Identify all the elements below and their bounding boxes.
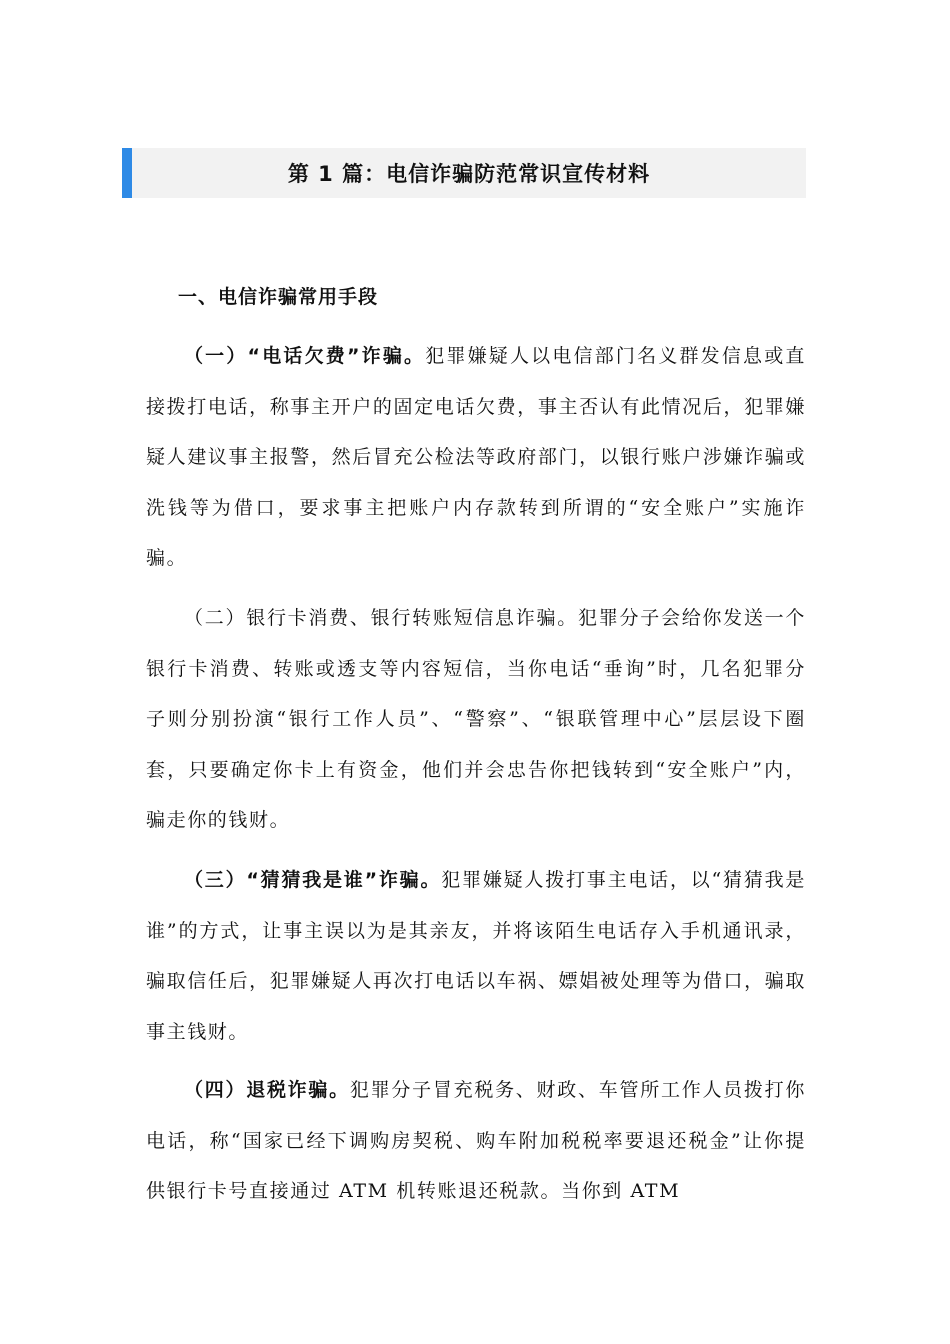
section-heading: 一、电信诈骗常用手段 xyxy=(178,286,379,308)
paragraph-lead: （一）“电话欠费”诈骗。 xyxy=(184,345,426,367)
paragraph-text: 犯罪嫌疑人以电信部门名义群发信息或直接拨打电话，称事主开户的固定电话欠费，事主否认有此情况后，犯罪嫌疑人建议事主报警，然后冒充公检法等政府部门，以银行账户涉嫌诈骗或洗钱等为借口，要求事主把账户内存款转到所谓的“安全账户”实施诈骗。 xyxy=(146,345,806,569)
paragraph-text: 犯罪嫌疑人拨打事主电话，以“猜猜我是谁”的方式，让事主误以为是其亲友，并将该陌生电话存入手机通讯录，骗取信任后，犯罪嫌疑人再次打电话以车祸、嫖娼被处理等为借口，骗取事主钱财。 xyxy=(146,869,806,1043)
document-title: 第 1 篇：电信诈骗防范常识宣传材料 xyxy=(287,162,651,186)
paragraph-text: （二）银行卡消费、银行转账短信息诈骗。犯罪分子会给你发送一个银行卡消费、转账或透支等内容短信，当你电话“垂询”时，几名犯罪分子则分别扮演“银行工作人员”、“警察”、“银联管理中心”层层设下圈套，只要确定你卡上有资金，他们并会忠告你把钱转到“安全账户”内，骗走你的钱财。 xyxy=(146,607,806,831)
paragraph-guess-who-scam xyxy=(146,855,806,1057)
paragraph-lead: （三）“猜猜我是谁”诈骗。 xyxy=(184,869,442,891)
paragraph-phone-bill-scam xyxy=(146,331,806,584)
paragraph-text: 犯罪分子冒充税务、财政、车管所工作人员拨打你电话，称“国家已经下调购房契税、购车附加税税率要退还税金”让你提供银行卡号直接通过 ATM 机转账退还税款。当你到 ATM xyxy=(146,1079,806,1202)
paragraph-bank-sms-scam xyxy=(146,593,806,846)
paragraph-tax-refund-scam xyxy=(146,1065,806,1217)
document-title-bar xyxy=(122,148,806,198)
title-accent-bar xyxy=(122,148,132,198)
paragraph-lead: （四）退税诈骗。 xyxy=(184,1079,350,1101)
